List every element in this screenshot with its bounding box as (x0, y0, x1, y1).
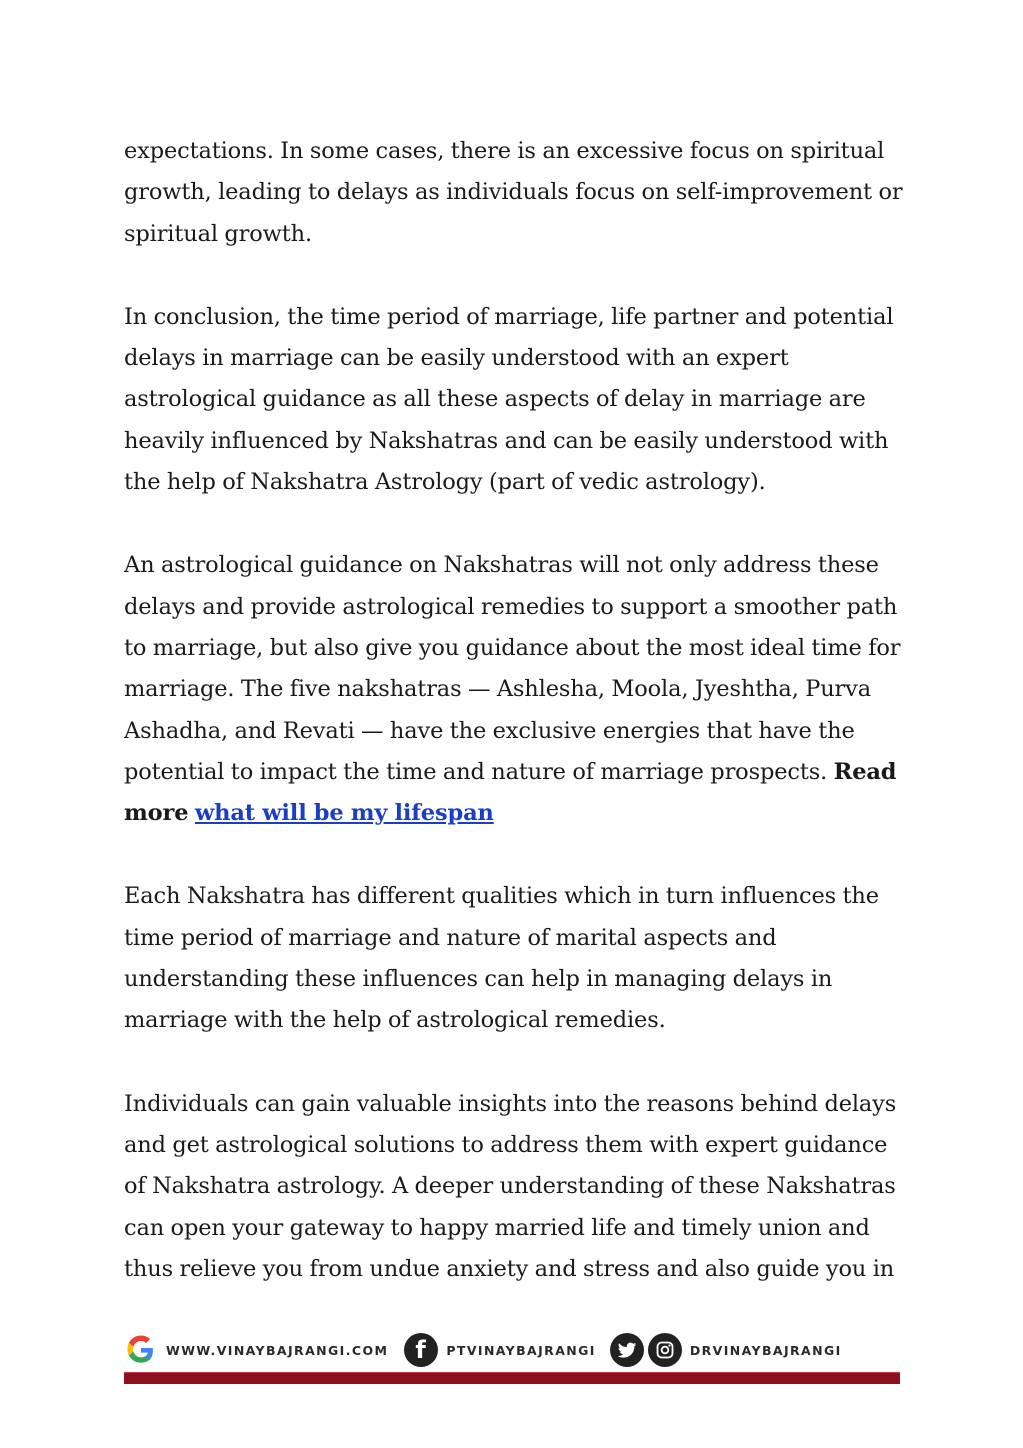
footer-bar (124, 1372, 900, 1384)
lifespan-link[interactable]: what will be my lifespan (194, 800, 494, 827)
google-icon (124, 1333, 158, 1367)
read-more-label: Read more (124, 758, 897, 827)
facebook-icon: f (404, 1333, 438, 1367)
footer-facebook (404, 1333, 596, 1367)
twitter-icon (610, 1333, 644, 1367)
facebook-label: PTVINAYBAJRANGI (446, 1342, 596, 1358)
paragraph-spiritual-growth: expectations. In some cases, there is an excessive focus on spiritual growth, leading to delays as individuals focus on self-improvement or spiritual growth. (124, 138, 903, 247)
paragraph-guidance-text: An astrological guidance on Nakshatras will not only address these delays and provide astrological remedies to support a smoother path to marriage, but also give you guidance about the most ideal time for marriage. The five nakshatras — Ashlesha, Moola, Jyeshtha, Purva Ashadha, and Revati — have the exclusive energies that have the potential to impact the time and nature of marriage prospects. (124, 552, 901, 785)
instagram-icon (648, 1333, 682, 1367)
paragraph-astrological-guidance (124, 545, 914, 834)
footer-website (124, 1333, 388, 1367)
paragraph-conclusion: In conclusion, the time period of marriage, life partner and potential delays in marriage can be easily understood with an expert astrological guidance as all these aspects of delay in marriage are heavily influenced by Nakshatras and can be easily understood with the help of Nakshatra Astrology (part of vedic astrology). (124, 303, 894, 496)
page-footer (124, 1328, 900, 1372)
website-label: WWW.VINAYBAJRANGI.COM (166, 1342, 389, 1358)
document-body (124, 131, 914, 1332)
social-label: DRVINAYBAJRANGI (689, 1342, 842, 1358)
paragraph-nakshatra-qualities: Each Nakshatra has different qualities which in turn influences the time period of marriage and nature of marital aspects and understanding these influences can help in managing delays in marriage with the help of astrological remedies. (124, 883, 879, 1034)
paragraph-valuable-insights: Individuals can gain valuable insights into the reasons behind delays and get astrological solutions to address them with expert guidance of Nakshatra astrology. A deeper understanding of these Nakshatras can open your gateway to happy married life and timely union and thus relieve you from undue anxiety and stress and also guide you in (124, 1090, 897, 1282)
footer-social (610, 1333, 842, 1367)
